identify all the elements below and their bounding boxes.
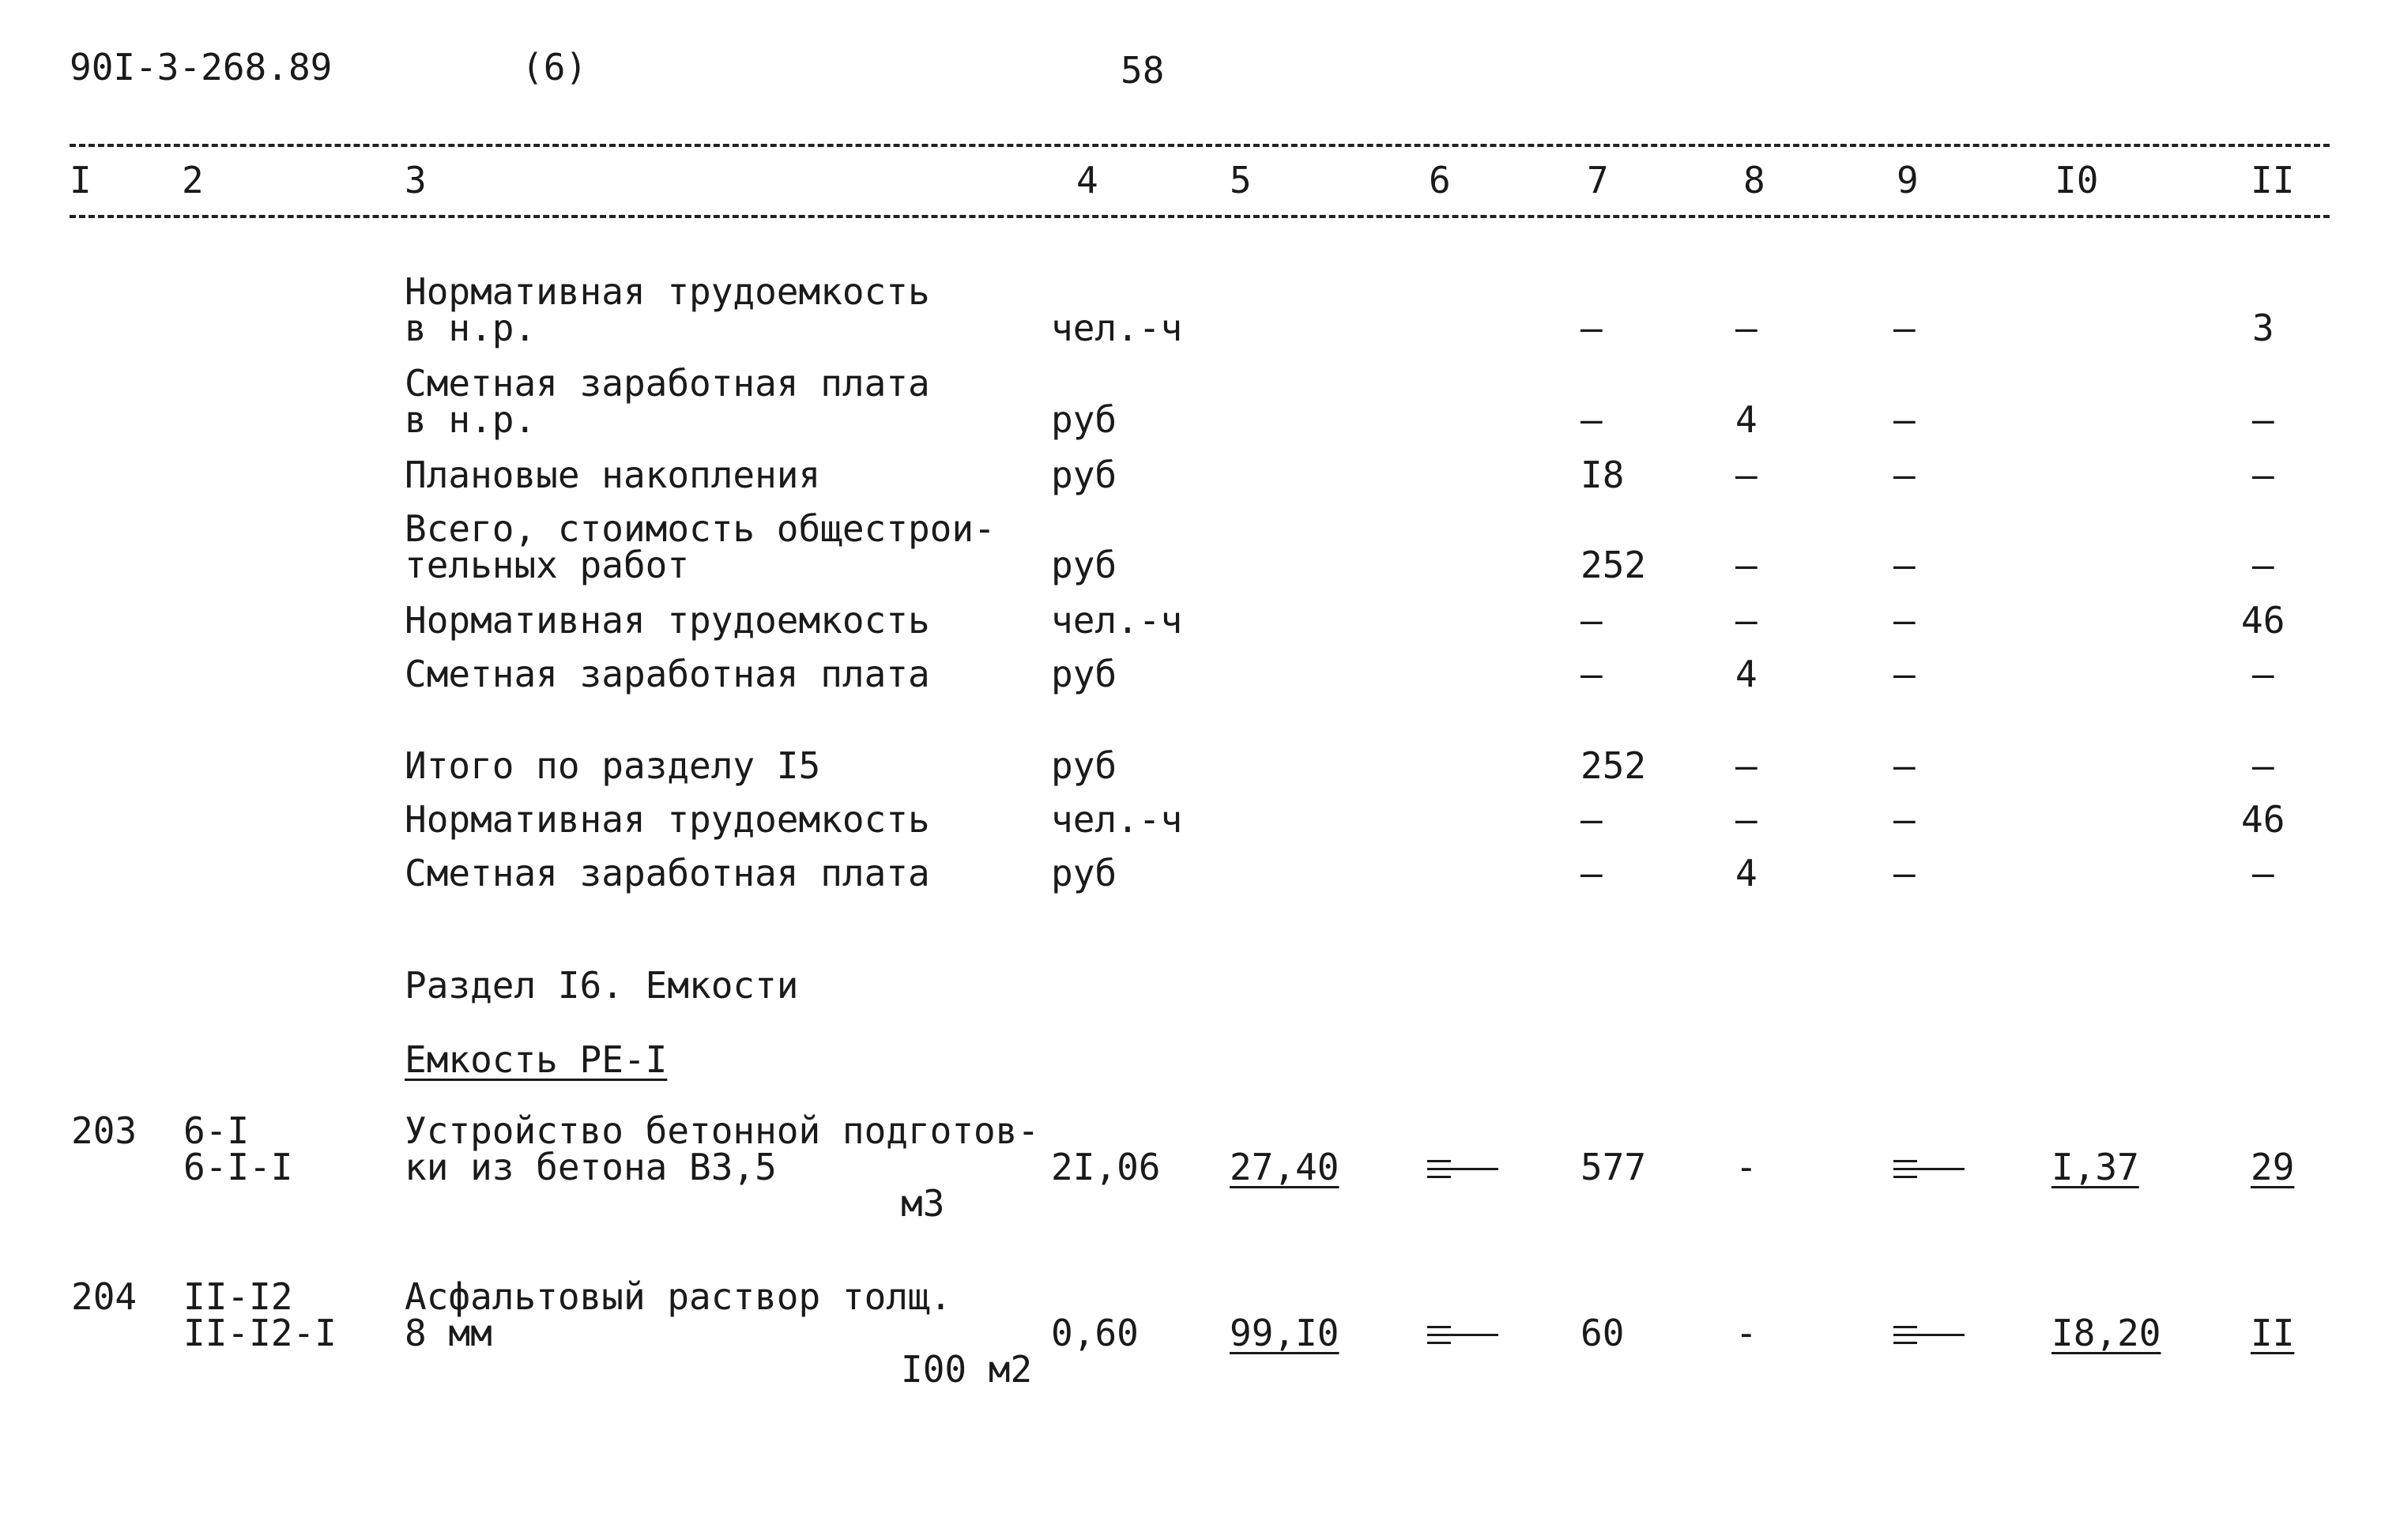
summary-row-name-line2: тельных работ: [405, 544, 690, 586]
col-header-6: 6: [1429, 159, 1451, 201]
item-description-line1: Асфальтовый раствор толщ.: [405, 1275, 952, 1318]
summary-row-name: Сметная заработная плата: [405, 653, 930, 695]
item-description-line2: 8 мм: [405, 1312, 492, 1354]
summary-row-col7: –: [1580, 398, 1603, 441]
summary-row-unit: руб: [1051, 852, 1117, 894]
summary-row-col11: –: [2252, 744, 2274, 787]
summary-row-col8: –: [1735, 599, 1757, 642]
item-col7-value: 577: [1580, 1146, 1647, 1188]
summary-row-name: Нормативная трудоемкость: [405, 798, 930, 841]
col-header-8: 8: [1743, 159, 1765, 201]
summary-row-unit: руб: [1051, 454, 1117, 496]
summary-row-unit: руб: [1051, 544, 1117, 586]
item-col10-value: I8,20: [2051, 1312, 2161, 1354]
item-code-line1: 6-I: [183, 1109, 250, 1152]
sheet-mark: (6): [522, 46, 588, 88]
summary-row-col7: –: [1580, 307, 1603, 349]
summary-row-name-line1: Сметная заработная плата: [405, 362, 930, 405]
summary-row-name-line2: в н.р.: [405, 307, 537, 349]
summary-row-col7: –: [1580, 852, 1603, 894]
col-header-11: II: [2251, 159, 2295, 201]
item-col9-empty-marker: [1893, 1326, 1965, 1357]
summary-row-col9: –: [1893, 544, 1916, 586]
item-description-line1: Устройство бетонной подготов-: [405, 1109, 1040, 1152]
summary-row-name: Нормативная трудоемкость: [405, 599, 930, 642]
summary-row-name-line1: Всего, стоимость общестрои-: [405, 507, 996, 550]
summary-row-col9: –: [1893, 398, 1916, 441]
summary-row-col7: –: [1580, 599, 1603, 642]
item-description-line2: ки из бетона В3,5: [405, 1146, 777, 1188]
summary-row-col7: 252: [1580, 744, 1647, 787]
subsection-title: Емкость РЕ-I: [405, 1038, 668, 1081]
item-unit: м3: [901, 1182, 945, 1225]
item-col11-value: 29: [2251, 1146, 2295, 1188]
item-col5-value: 99,I0: [1230, 1312, 1339, 1354]
item-quantity: 2I,06: [1051, 1146, 1161, 1188]
summary-row-col7: 252: [1580, 544, 1647, 586]
col-header-1: I: [70, 159, 92, 201]
item-unit: I00 м2: [901, 1348, 1033, 1391]
item-col6-empty-marker: [1427, 1160, 1498, 1192]
summary-row-col11: –: [2252, 653, 2274, 695]
summary-row-col8: –: [1735, 307, 1757, 349]
col-header-10: I0: [2055, 159, 2099, 201]
summary-row-col11: –: [2252, 544, 2274, 586]
item-col8-value: -: [1735, 1146, 1757, 1188]
summary-row-name-line1: Нормативная трудоемкость: [405, 270, 930, 313]
summary-row-col11: 46: [2241, 798, 2285, 841]
header-top-rule: [70, 144, 2330, 147]
summary-row-unit: руб: [1051, 744, 1117, 787]
summary-row-name-line2: в н.р.: [405, 398, 537, 441]
summary-row-col9: –: [1893, 599, 1916, 642]
col-header-2: 2: [182, 159, 204, 201]
header-bottom-rule: [70, 215, 2330, 218]
summary-row-col9: –: [1893, 744, 1916, 787]
summary-row-col8: –: [1735, 744, 1757, 787]
summary-row-unit: руб: [1051, 398, 1117, 441]
summary-row-col7: –: [1580, 653, 1603, 695]
summary-row-name: Плановые накопления: [405, 454, 821, 496]
item-col11-value: II: [2251, 1312, 2295, 1354]
summary-row-col11: –: [2252, 852, 2274, 894]
summary-row-col9: –: [1893, 653, 1916, 695]
item-code-line2: 6-I-I: [183, 1146, 293, 1188]
summary-row-col7: –: [1580, 798, 1603, 841]
item-col7-value: 60: [1580, 1312, 1625, 1354]
item-number: 204: [71, 1275, 138, 1318]
item-code-line1: II-I2: [183, 1275, 293, 1318]
summary-row-col11: –: [2252, 398, 2274, 441]
item-quantity: 0,60: [1051, 1312, 1139, 1354]
summary-row-col7: I8: [1580, 454, 1625, 496]
col-header-5: 5: [1230, 159, 1252, 201]
summary-row-col8: –: [1735, 798, 1757, 841]
section-total-name: Итого по разделу I5: [405, 744, 821, 787]
item-col8-value: -: [1735, 1312, 1757, 1354]
summary-row-col11: 3: [2252, 307, 2274, 349]
item-col5-value: 27,40: [1230, 1146, 1339, 1188]
item-col10-value: I,37: [2051, 1146, 2139, 1188]
section-title: Раздел I6. Емкости: [405, 964, 799, 1007]
summary-row-col8: –: [1735, 454, 1757, 496]
item-col6-empty-marker: [1427, 1326, 1498, 1357]
col-header-4: 4: [1076, 159, 1098, 201]
summary-row-col11: –: [2252, 454, 2274, 496]
summary-row-col9: –: [1893, 798, 1916, 841]
col-header-3: 3: [405, 159, 427, 201]
item-number: 203: [71, 1109, 138, 1152]
summary-row-col8: 4: [1735, 653, 1757, 695]
summary-row-col9: –: [1893, 454, 1916, 496]
summary-row-unit: чел.-ч: [1051, 307, 1183, 349]
col-header-7: 7: [1587, 159, 1609, 201]
item-col9-empty-marker: [1893, 1160, 1965, 1192]
summary-row-col8: –: [1735, 544, 1757, 586]
summary-row-col8: 4: [1735, 852, 1757, 894]
summary-row-col11: 46: [2241, 599, 2285, 642]
summary-row-unit: руб: [1051, 653, 1117, 695]
summary-row-unit: чел.-ч: [1051, 798, 1183, 841]
item-code-line2: II-I2-I: [183, 1312, 337, 1354]
summary-row-col8: 4: [1735, 398, 1757, 441]
page-number: 58: [1121, 49, 1165, 92]
document-code: 90I-3-268.89: [70, 46, 333, 88]
summary-row-name: Сметная заработная плата: [405, 852, 930, 894]
summary-row-col9: –: [1893, 852, 1916, 894]
summary-row-col9: –: [1893, 307, 1916, 349]
summary-row-unit: чел.-ч: [1051, 599, 1183, 642]
col-header-9: 9: [1897, 159, 1919, 201]
